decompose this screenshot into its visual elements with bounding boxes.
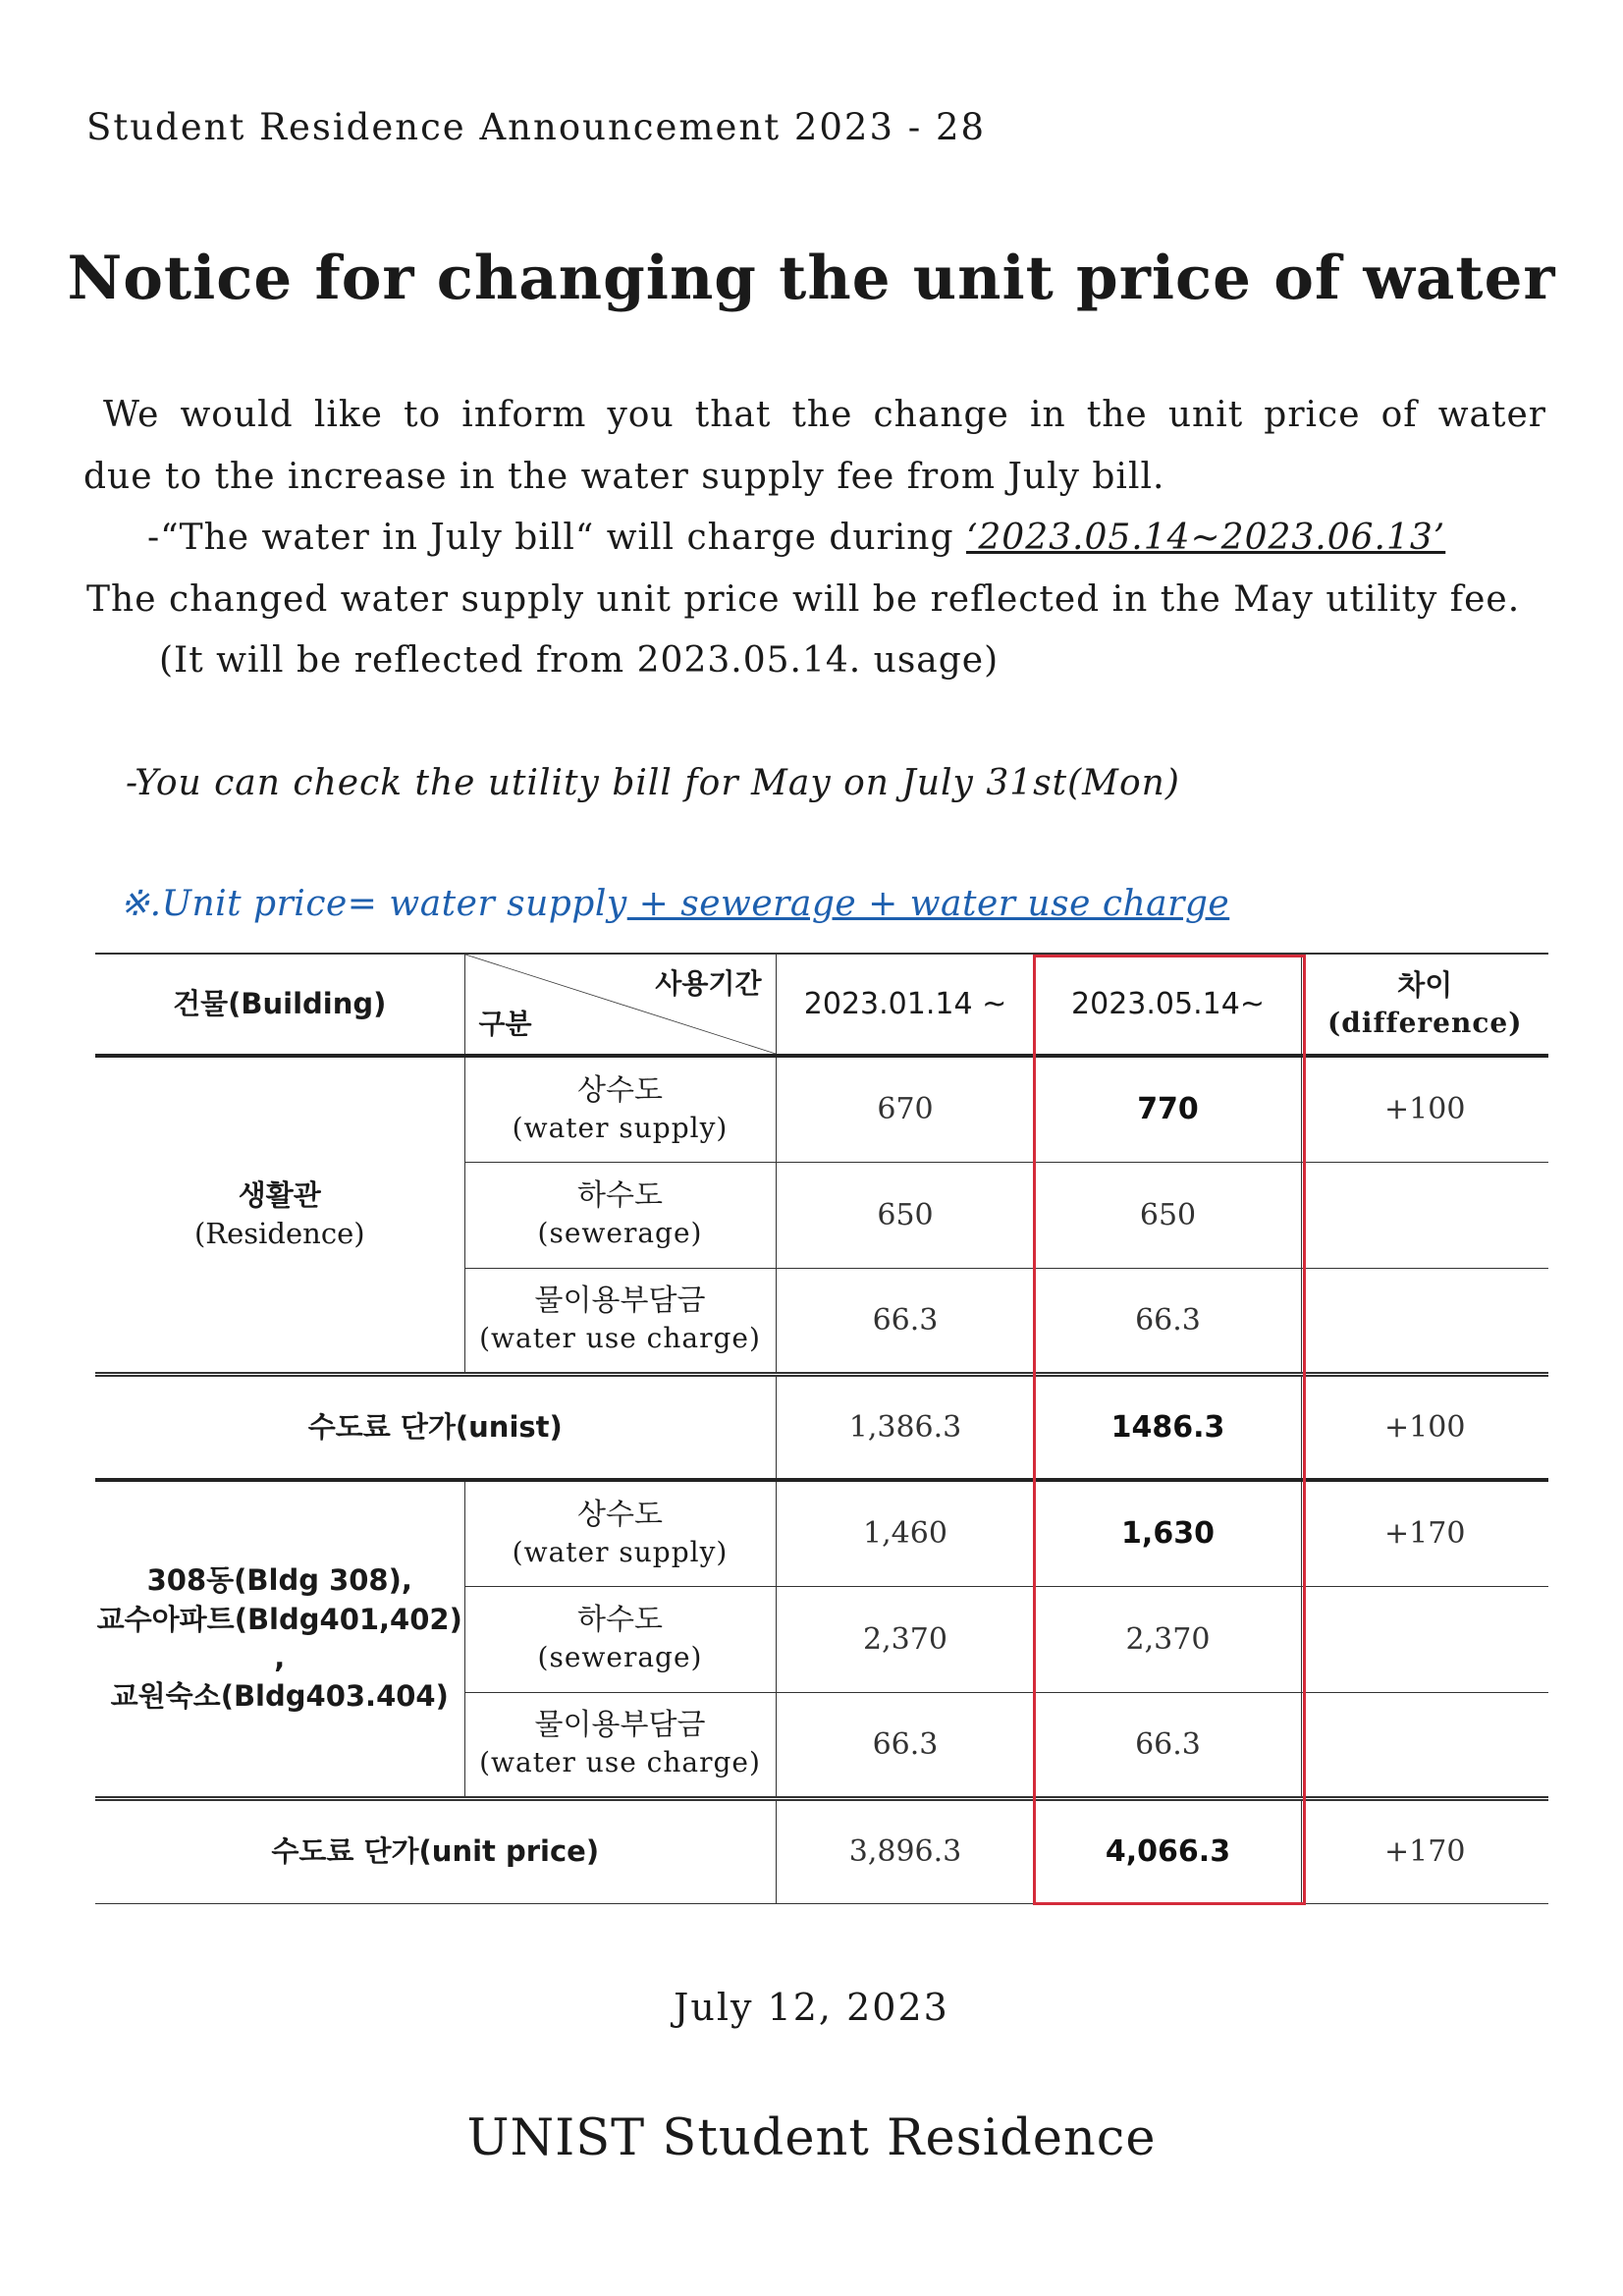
bldg-building-line-4: 교원숙소(Bldg403.404) — [110, 1678, 449, 1713]
table-row — [95, 1056, 1548, 1162]
price-old: 650 — [776, 1162, 1035, 1268]
body-line-5: (It will be reflected from 2023.05.14. usage) — [159, 640, 1000, 681]
price-old: 66.3 — [776, 1692, 1035, 1798]
price-old: 66.3 — [776, 1268, 1035, 1374]
header-building-label: 건물(Building) — [173, 986, 387, 1020]
bldg-subtotal-row — [95, 1798, 1548, 1903]
category-eng: (water supply) — [512, 1111, 729, 1144]
subtotal-old: 1,386.3 — [776, 1374, 1035, 1480]
category-eng: (water use charge) — [479, 1321, 761, 1354]
subtotal-label-text: 수도료 단가(unist) — [307, 1409, 563, 1444]
price-diff — [1301, 1162, 1548, 1268]
category-kor: 물이용부담금 — [534, 1708, 706, 1743]
body-line-6: -You can check the utility bill for May on July 31st(Mon) — [126, 763, 1180, 803]
announcement-number: Student Residence Announcement 2023 - 28 — [86, 106, 987, 148]
notice-date: July 12, 2023 — [674, 1986, 949, 2029]
category-eng: (sewerage) — [537, 1640, 703, 1673]
header-difference — [1301, 954, 1548, 1056]
price-new: 66.3 — [1035, 1268, 1301, 1374]
subtotal-new: 1486.3 — [1035, 1374, 1301, 1480]
subtotal-label — [95, 1798, 776, 1903]
header-difference-eng: (difference) — [1327, 1007, 1523, 1040]
header-period-label: 사용기간 — [655, 967, 762, 1000]
price-new: 650 — [1035, 1162, 1301, 1268]
category-cell — [464, 1162, 776, 1268]
body-line-4: The changed water supply unit price will be reflected in the May utility fee. — [86, 579, 1521, 620]
price-diff — [1301, 1268, 1548, 1374]
subtotal-old: 3,896.3 — [776, 1798, 1035, 1903]
body-line-3 — [147, 518, 1445, 558]
residence-building-eng: (Residence) — [193, 1216, 365, 1250]
category-kor: 물이용부담금 — [534, 1284, 706, 1319]
price-diff: +100 — [1301, 1056, 1548, 1162]
price-diff — [1301, 1692, 1548, 1798]
header-category-label: 구분 — [478, 1008, 532, 1040]
category-kor: 하수도 — [577, 1178, 663, 1214]
subtotal-new: 4,066.3 — [1035, 1798, 1301, 1903]
header-period-old: 2023.01.14 ~ — [776, 954, 1035, 1056]
subtotal-diff: +170 — [1301, 1798, 1548, 1903]
issuing-organization: UNIST Student Residence — [466, 2109, 1157, 2167]
price-old: 2,370 — [776, 1586, 1035, 1692]
bldg-building — [95, 1480, 464, 1798]
category-cell — [464, 1056, 776, 1162]
unit-price-formula — [120, 884, 1229, 924]
notice-title: Notice for changing the unit price of water — [67, 244, 1556, 313]
body-line-1: We would like to inform you that the change in the unit price of water — [103, 395, 1546, 435]
bldg-building-line-2: 교수아파트(Bldg401,402) — [96, 1602, 462, 1636]
residence-building-kor: 생활관 — [238, 1177, 321, 1212]
header-diagonal-cell — [464, 954, 776, 1056]
header-difference-kor: 차이 — [1397, 968, 1453, 1003]
price-new: 770 — [1035, 1056, 1301, 1162]
price-new: 2,370 — [1035, 1586, 1301, 1692]
category-eng: (sewerage) — [537, 1216, 703, 1249]
subtotal-label-text: 수도료 단가(unit price) — [271, 1833, 600, 1868]
bldg-building-line-1: 308동(Bldg 308), — [146, 1563, 412, 1598]
formula-prefix: ※.Unit price= water supply — [120, 884, 627, 924]
residence-subtotal-row — [95, 1374, 1548, 1480]
category-cell — [464, 1692, 776, 1798]
billing-period: ‘2023.05.14~2023.06.13’ — [965, 518, 1446, 558]
category-cell — [464, 1586, 776, 1692]
header-building — [95, 954, 464, 1056]
subtotal-diff: +100 — [1301, 1374, 1548, 1480]
table-header-row — [95, 954, 1548, 1056]
price-diff: +170 — [1301, 1480, 1548, 1586]
header-period-new: 2023.05.14~ — [1035, 954, 1301, 1056]
residence-building — [95, 1056, 464, 1374]
category-eng: (water use charge) — [479, 1745, 761, 1778]
price-new: 66.3 — [1035, 1692, 1301, 1798]
subtotal-label — [95, 1374, 776, 1480]
category-kor: 상수도 — [577, 1073, 663, 1109]
body-line-2: due to the increase in the water supply fee from July bill. — [83, 457, 1165, 497]
category-kor: 상수도 — [577, 1498, 663, 1533]
table-row — [95, 1480, 1548, 1586]
price-new: 1,630 — [1035, 1480, 1301, 1586]
water-price-table — [95, 953, 1548, 1904]
new-price-highlight-box — [1033, 955, 1306, 1905]
category-kor: 하수도 — [577, 1603, 663, 1638]
body-line-3-prefix: -“The water in July bill“ will charge during — [147, 518, 966, 558]
bldg-building-line-3: , — [274, 1640, 286, 1674]
category-cell — [464, 1480, 776, 1586]
price-diff — [1301, 1586, 1548, 1692]
category-cell — [464, 1268, 776, 1374]
price-old: 1,460 — [776, 1480, 1035, 1586]
formula-rest: + sewerage + water use charge — [626, 884, 1230, 924]
price-old: 670 — [776, 1056, 1035, 1162]
category-eng: (water supply) — [512, 1535, 729, 1568]
